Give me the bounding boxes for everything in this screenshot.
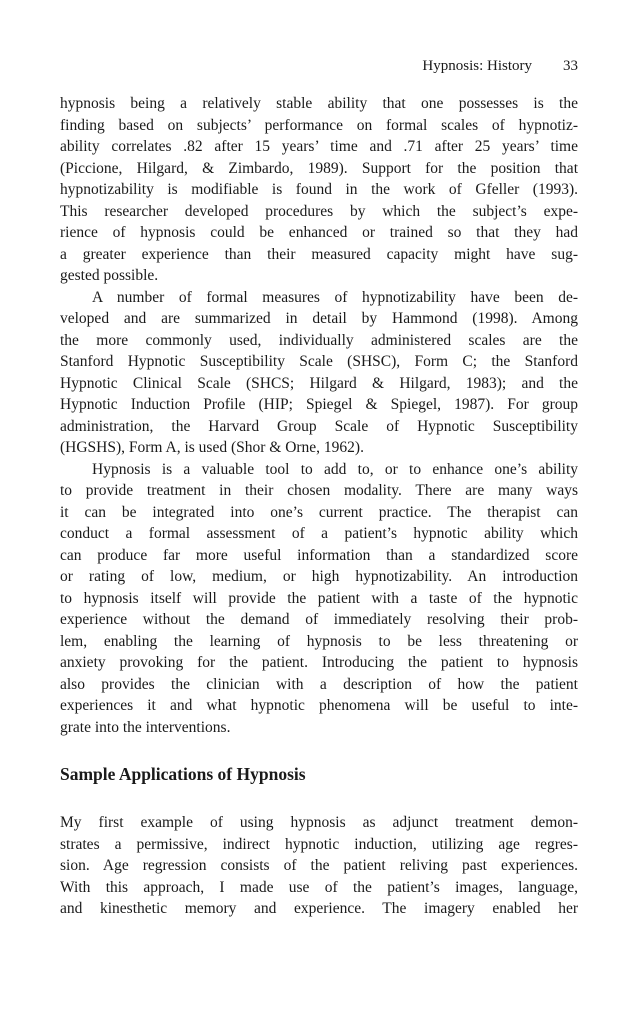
text-line: conduct a formal assessment of a patient’s hypnotic ability which <box>60 525 578 542</box>
section-heading: Sample Applications of Hypnosis <box>60 764 306 784</box>
text-line: lem, enabling the learning of hypnosis to be less threatening or <box>60 632 578 650</box>
text-line: administration, the Harvard Group Scale of Hypnotic Susceptibility <box>60 417 578 435</box>
text-line: gested possible. <box>60 267 159 284</box>
text-line: With this approach, I made use of the patient’s images, language, <box>60 878 578 896</box>
text-line: Stanford Hypnotic Susceptibility Scale (SHSC), Form C; the Stanford <box>60 353 578 370</box>
running-head <box>60 58 578 78</box>
text-line: to hypnosis itself will provide the patient with a taste of the hypnotic <box>60 589 578 607</box>
text-line: finding based on subjects’ performance on formal scales of hypnotiz- <box>60 116 578 134</box>
text-line: strates a permissive, indirect hypnotic induction, utilizing age regres- <box>60 835 578 853</box>
text-line: or rating of low, medium, or high hypnotizability. An introduction <box>60 568 578 585</box>
section-body-text <box>60 812 578 920</box>
text-line: also provides the clinician with a description of how the patient <box>60 675 578 693</box>
text-line: Hypnotic Induction Profile (HIP; Spiegel & Spiegel, 1987). For group <box>60 396 578 413</box>
text-line: veloped and are summarized in detail by Hammond (1998). Among <box>60 310 578 327</box>
text-line: Hypnotic Clinical Scale (SHCS; Hilgard & Hilgard, 1983); and the <box>60 374 578 392</box>
text-line: My first example of using hypnosis as adjunct treatment demon- <box>60 814 578 831</box>
text-line: hypnosis being a relatively stable ability that one possesses is the <box>60 95 578 112</box>
text-line: sion. Age regression consists of the patient reliving past experiences. <box>60 857 578 874</box>
running-title: Hypnosis: History <box>422 58 532 74</box>
text-line: A number of formal measures of hypnotizability have been de- <box>92 288 578 306</box>
text-line: a greater experience than their measured capacity might have sug- <box>60 245 578 263</box>
paragraph-1 <box>60 93 578 287</box>
text-line: (Piccione, Hilgard, & Zimbardo, 1989). Support for the position that <box>60 159 578 177</box>
text-line: experience without the demand of immediately resolving their prob- <box>60 611 578 628</box>
text-line: anxiety provoking for the patient. Introducing the patient to hypnosis <box>60 654 578 671</box>
text-line: experiences it and what hypnotic phenomena will be useful to inte- <box>60 697 578 714</box>
text-line: the more commonly used, individually administered scales are the <box>60 331 578 349</box>
paragraph-3 <box>60 459 578 739</box>
body-text <box>60 93 578 738</box>
text-line: can produce far more useful information than a standardized score <box>60 546 578 564</box>
text-line: ability correlates .82 after 15 years’ time and .71 after 25 years’ time <box>60 138 578 155</box>
text-line: (HGSHS), Form A, is used (Shor & Orne, 1962). <box>60 439 364 456</box>
text-line: This researcher developed procedures by which the subject’s expe- <box>60 202 578 220</box>
text-line: Hypnosis is a valuable tool to add to, or to enhance one’s ability <box>92 460 578 478</box>
text-line: it can be integrated into one’s current practice. The therapist can <box>60 503 578 521</box>
text-line: rience of hypnosis could be enhanced or trained so that they had <box>60 224 578 241</box>
page-number: 33 <box>563 58 578 74</box>
text-line: to provide treatment in their chosen modality. There are many ways <box>60 482 578 499</box>
text-line: hypnotizability is modifiable is found in the work of Gfeller (1993). <box>60 181 578 198</box>
paragraph-2 <box>60 287 578 459</box>
text-line: grate into the interventions. <box>60 718 231 736</box>
text-line: and kinesthetic memory and experience. The imagery enabled her <box>60 900 578 917</box>
